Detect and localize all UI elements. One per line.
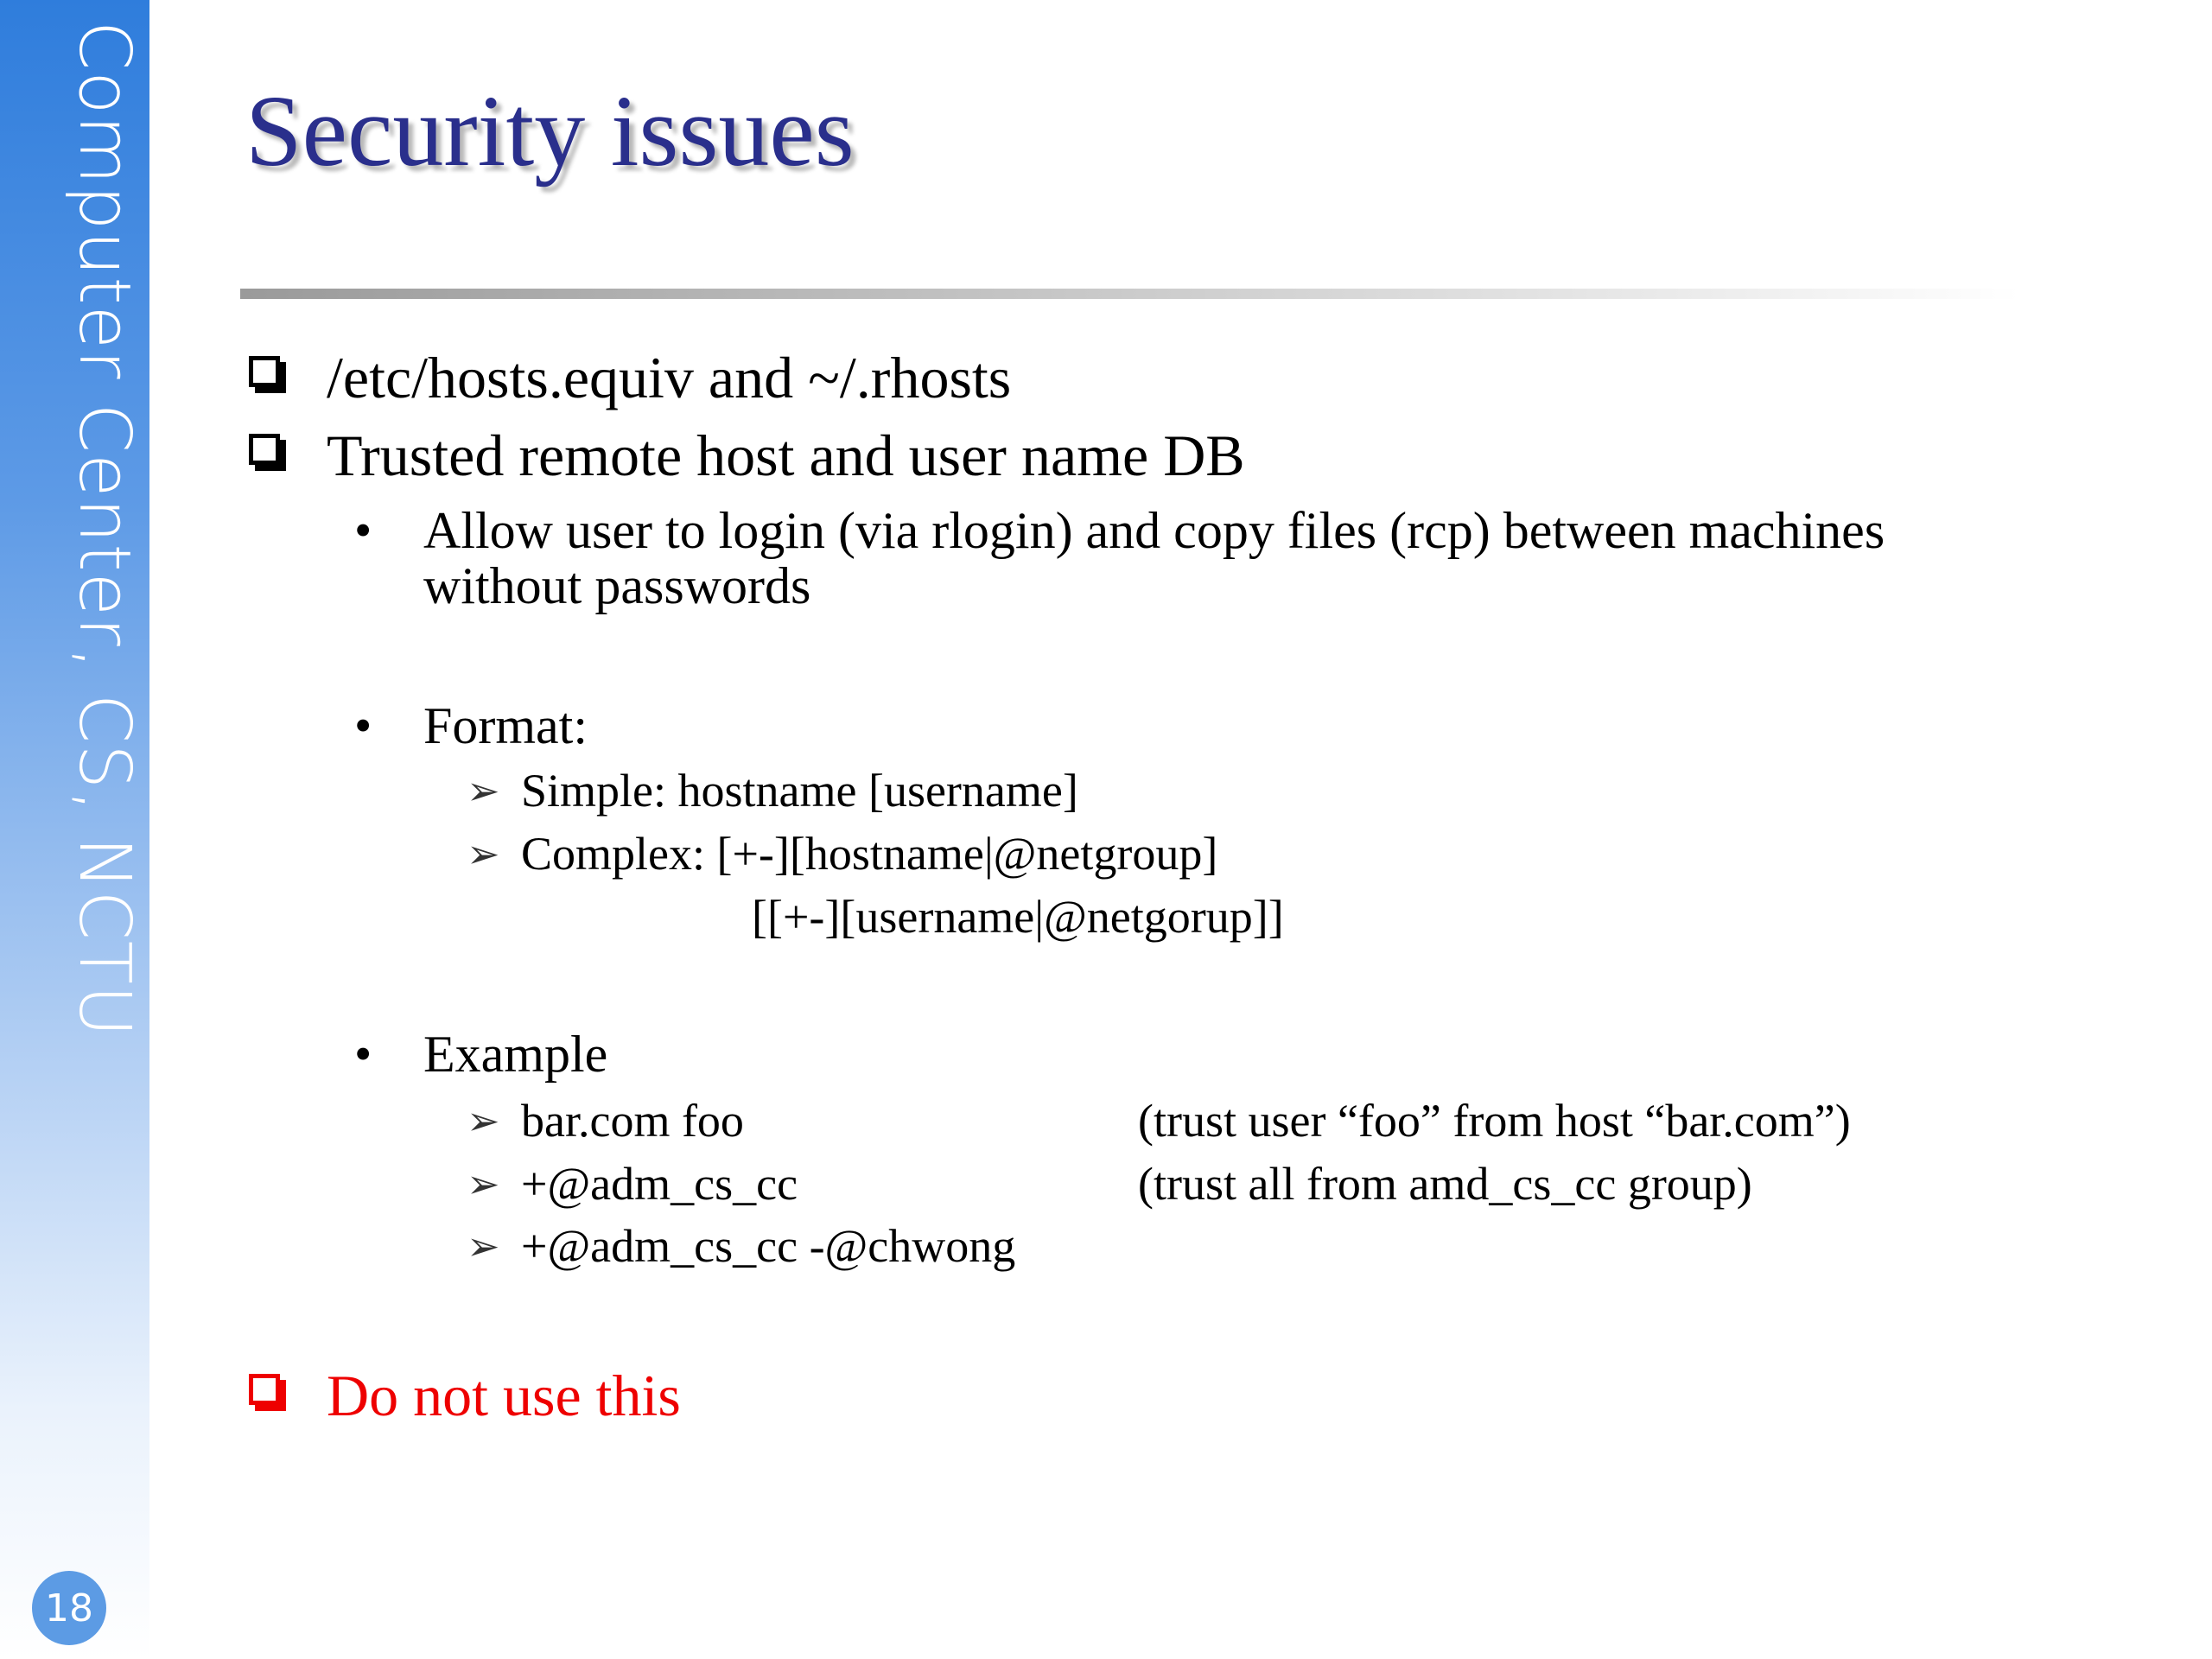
bullet-warning: Do not use this: [327, 1363, 681, 1428]
dot-icon: •: [354, 697, 372, 753]
sidebar-org-text: Computer Center, CS, NCTU: [63, 21, 145, 1038]
hollow-square-icon: [249, 356, 280, 387]
example-1-entry: bar.com foo: [521, 1095, 744, 1147]
arrowhead-icon: ➢: [467, 769, 500, 813]
format-simple: Simple: hostname [username]: [521, 765, 1078, 817]
bullet-allow-line2: without passwords: [423, 557, 811, 614]
example-2-note: (trust all from amd_cs_cc group): [1138, 1158, 1752, 1210]
title-divider: [240, 289, 2020, 299]
bullet-hosts-equiv: /etc/hosts.equiv and ~/.rhosts: [327, 345, 1012, 410]
arrowhead-icon: ➢: [467, 1224, 500, 1268]
hollow-square-icon: [249, 1374, 280, 1405]
dot-icon: •: [354, 502, 372, 558]
hollow-square-icon: [249, 434, 280, 465]
bullet-example: Example: [423, 1026, 608, 1083]
example-3-entry: +@adm_cs_cc -@chwong: [521, 1220, 1016, 1272]
format-complex-continued: [[+-][username|@netgorup]]: [752, 891, 1284, 943]
slide-title: Security issues: [245, 74, 855, 188]
bullet-allow-line1: Allow user to login (via rlogin) and copy files (rcp) between machines: [423, 502, 1885, 559]
arrowhead-icon: ➢: [467, 1099, 500, 1143]
arrowhead-icon: ➢: [467, 832, 500, 876]
format-complex: Complex: [+-][hostname|@netgroup]: [521, 828, 1218, 880]
example-1-note: (trust user “foo” from host “bar.com”): [1138, 1095, 1851, 1147]
bullet-format: Format:: [423, 697, 588, 754]
bullet-trusted-db: Trusted remote host and user name DB: [327, 423, 1245, 488]
sidebar: [0, 0, 149, 1659]
dot-icon: •: [354, 1026, 372, 1082]
page-number-badge: 18: [32, 1571, 106, 1645]
example-2-entry: +@adm_cs_cc: [521, 1158, 798, 1210]
arrowhead-icon: ➢: [467, 1162, 500, 1206]
